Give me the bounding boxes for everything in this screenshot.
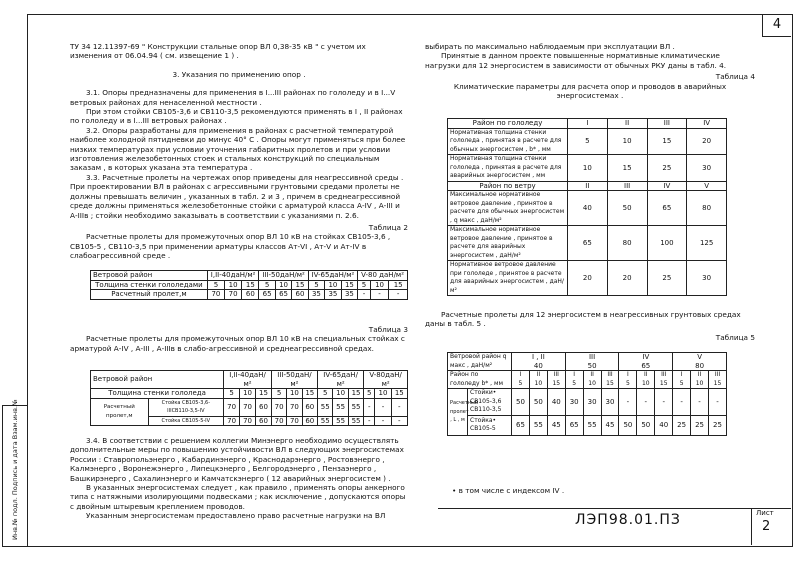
para-3-4-block	[70, 436, 408, 521]
t5-cell: -	[637, 389, 655, 416]
t4-cell: 20	[607, 261, 647, 296]
t4-cell: 80	[607, 226, 647, 261]
t4-ice-col: III	[647, 119, 687, 129]
t3-cell: 70	[224, 416, 240, 426]
right-column	[425, 42, 755, 100]
t3-cell: 15	[302, 389, 317, 399]
t4-ice-col: IV	[687, 119, 727, 129]
t3-cell: 55	[317, 416, 332, 426]
t4-cell: 30	[687, 261, 727, 296]
right-para-1: выбирать по максимально наблюдаемым при эксплуатации ВЛ .	[425, 42, 675, 51]
t5-group: III 50	[565, 353, 619, 371]
t4-cell: 65	[647, 191, 687, 226]
t3-cell: -	[364, 398, 375, 416]
t2-cell: 65	[275, 290, 291, 300]
t5-cell: I 5	[565, 371, 583, 389]
t2-cell: 5	[207, 280, 224, 290]
side-stamp	[2, 399, 28, 547]
t3-cell: 5	[364, 389, 375, 399]
t5-cell: 50	[619, 415, 637, 435]
t5-cell: III 15	[547, 371, 565, 389]
t4-wind-col: V	[687, 181, 727, 191]
t5-row1-label: Район по гололеду b* , мм	[448, 371, 512, 389]
t3-cell: 60	[302, 416, 317, 426]
t2-cell: 10	[225, 280, 242, 290]
t2-cell: 65	[259, 290, 275, 300]
t5-group: V 80	[673, 353, 727, 371]
t4-cell: 25	[647, 155, 687, 182]
table-2-label: Таблица 2	[368, 222, 408, 232]
t2-cell: 60	[292, 290, 308, 300]
t5-cell: 50	[512, 389, 530, 416]
t3-row3-sub: Стойка СВ105-5-IV	[148, 416, 224, 426]
t3-header-0: Ветровой район	[91, 371, 224, 389]
t4-ice-header: Район по гололеду	[448, 119, 568, 129]
t2-cell: 5	[358, 280, 371, 290]
para-3-1: 3.1. Опоры предназначены для применения в I...III районах по гололеду и в I...V ветровых районах для ненаселенной местности .	[70, 88, 396, 107]
para-3-4b: В указанных энергосистемах следует , как правило , применять опоры анкерного типа с натяжными изолирующими подвесками ; как исключение , допускаются опоры с двойным штыревым креплением проводов.	[70, 483, 406, 511]
t2-header-1: I,II-40даН/м²	[207, 271, 259, 281]
t2-cell: 5	[259, 280, 275, 290]
t5-cell: 45	[547, 415, 565, 435]
t3-cell: 60	[255, 398, 271, 416]
t2-cell: 15	[341, 280, 358, 290]
t5-cell: 25	[673, 415, 691, 435]
t2-cell: 15	[242, 280, 259, 290]
t2-cell: 60	[242, 290, 259, 300]
sheet-label: Лист	[756, 509, 774, 517]
t3-cell: 70	[271, 398, 286, 416]
t5-rowhead: Расчетный пролет , L , м	[448, 389, 468, 436]
t3-cell: 55	[333, 398, 348, 416]
table-2	[90, 270, 408, 300]
table-2-caption: Расчетные пролеты для промежуточных опор ВЛ 10 кВ на стойках СВ105-3,6 , СВ105-5 , СВ110-3,5 при применении арматуры классов Ат-VI , Ат-V и Ат-IV в слабоагрессивной среде .	[70, 232, 391, 261]
t4-ice-row1-label: Нормативная толщина стенки гололеда , принятая в расчете для обычных энергосистем , b* , мм	[448, 128, 568, 155]
t3-cell: 70	[240, 416, 256, 426]
t3-cell: -	[391, 398, 407, 416]
t5-cell: II 10	[691, 371, 709, 389]
t4-cell: 25	[647, 261, 687, 296]
t5-cell: 30	[583, 389, 601, 416]
t3-cell: 55	[348, 416, 363, 426]
right-para-2: Принятые в данном проекте повышенные нормативные климатические нагрузки для 12 энергосистем в зависимости от обычных РКУ даны в табл. 4.	[425, 51, 727, 70]
para-3-1b: При этом стойки СВ105-3,6 и СВ110-3,5 рекомендуются применять в I , II районах по гололеду и в I...III ветровых районах .	[70, 107, 403, 126]
t5-cell: III 15	[655, 371, 673, 389]
t5-cell: -	[655, 389, 673, 416]
para-3-4: 3.4. В соответствии с решением коллегии Минэнерго необходимо осуществлять дополнительные меры по повышению устойчивости ВЛ в следующих энергосистемах России : Ставропольэнерго , Кабардинэнерго , Краснодарэнерго , Ростовэнерго , Калмэнерго , Воронежэнерго , Липецкэнерго , Белгородэнерго , Пензаэнерго , Башкирэнерго , Сахалинэнерго и Камчатскэнерго ( 12 аварийных энергосистем ) .	[70, 436, 404, 483]
t3-cell: 15	[348, 389, 363, 399]
t3-row1-label: Толщина стенки гололеда	[91, 389, 224, 399]
t2-cell: 15	[292, 280, 308, 290]
t4-wind-row2-label: Максимальное нормативное ветровое давление , принятое в расчете для аварийных энергосистем , даН/м²	[448, 226, 568, 261]
t5-cell: 55	[529, 415, 547, 435]
t2-cell: 15	[389, 280, 408, 290]
t3-cell: 10	[240, 389, 256, 399]
t5-cell: 65	[565, 415, 583, 435]
t4-ice-col: I	[568, 119, 608, 129]
t5-cell: II 10	[529, 371, 547, 389]
t4-cell: 40	[568, 191, 608, 226]
t2-cell: -	[370, 290, 389, 300]
t4-cell: 10	[607, 128, 647, 155]
table-5	[447, 352, 727, 436]
t5-group: IV 65	[619, 353, 673, 371]
t3-cell: 5	[224, 389, 240, 399]
t3-cell: 10	[333, 389, 348, 399]
table-5-note: • в том числе с индексом IV .	[452, 486, 565, 495]
table-3-caption: Расчетные пролеты для промежуточных опор ВЛ 10 кВ на специальных стойках с арматурой А-IV , А-III , А-IIIв в слабо-агрессивной и среднеагрессивной средах.	[70, 334, 405, 353]
t4-cell: 50	[607, 191, 647, 226]
t2-cell: 10	[275, 280, 291, 290]
t2-cell: 70	[207, 290, 224, 300]
t5-cell: 30	[601, 389, 619, 416]
t3-header-2: III-50даН/м²	[271, 371, 317, 389]
t2-cell: 35	[341, 290, 358, 300]
t4-cell: 15	[647, 128, 687, 155]
t5-cell: 50	[529, 389, 547, 416]
t2-cell: -	[358, 290, 371, 300]
t2-cell: 5	[308, 280, 325, 290]
side-stamp-text: Инв.№ подл. Подпись и дата Взам.инв.№	[11, 399, 19, 540]
t5-cell: 25	[691, 415, 709, 435]
t3-rowhead: Расчетный пролет,м	[91, 398, 149, 426]
t3-header-3: IV-65даН/м²	[317, 371, 363, 389]
t3-cell: 15	[255, 389, 271, 399]
para-3-4c: Указанным энергосистемам предоставлено право расчетные нагрузки на ВЛ	[86, 511, 386, 521]
t5-cell: I 5	[619, 371, 637, 389]
t2-header-2: III-50даН/м²	[259, 271, 308, 281]
t5-cell: III 15	[601, 371, 619, 389]
t5-row3-sub: Стойка• СВ105-5	[468, 415, 512, 435]
t5-cell: III 15	[708, 371, 726, 389]
t4-cell: 20	[568, 261, 608, 296]
t4-cell: 5	[568, 128, 608, 155]
t2-cell: 35	[325, 290, 342, 300]
t4-wind-col: III	[607, 181, 647, 191]
table-4-label: Таблица 4	[715, 72, 755, 82]
para-3-2: 3.2. Опоры разработаны для применения в районах с расчетной температурой наиболее холодной пятидневки до минус 40° С . Опоры могут применяться при более низких температурах при условии уточнения габаритных пролетов и при условии изготовления железобетонных стоек и стальных конструкций по специальным заказам , в которых указана эта температура .	[70, 125, 406, 173]
table-5-intro	[425, 310, 755, 342]
t3-cell: 55	[317, 398, 332, 416]
t2-header-0: Ветровой район	[91, 271, 208, 281]
right-para-3: Расчетные пролеты для 12 энергосистем в неагрессивных грунтовых средах даны в табл. 5 .	[425, 310, 741, 329]
t5-cell: 45	[601, 415, 619, 435]
t5-cell: -	[673, 389, 691, 416]
t4-cell: 80	[687, 191, 727, 226]
t5-cell: 25	[708, 415, 726, 435]
intro-text: ТУ 34 12.11397-69 " Конструкции стальные опор ВЛ 0,38-35 кВ " с учетом их изменения от 06.04.94 ( см. извещение 1 ) .	[70, 42, 366, 61]
t5-row2-sub: Стойки• СВ105-3,6 СВ110-3,5	[468, 389, 512, 416]
t2-cell: 35	[308, 290, 325, 300]
t5-cell: 30	[565, 389, 583, 416]
t3-cell: -	[391, 416, 407, 426]
t4-wind-col: II	[568, 181, 608, 191]
t4-ice-col: II	[607, 119, 647, 129]
t2-cell: 10	[370, 280, 389, 290]
t3-row2-sub: Стойка СВ105-3,6-IIIСВ110-3,5-IV	[148, 398, 224, 416]
t3-header-1: I,II-40даН/м²	[224, 371, 272, 389]
t2-header-3: IV-65даН/м²	[308, 271, 358, 281]
t2-row1-label: Толщина стенки гололедами	[91, 280, 208, 290]
t5-cell: II 10	[583, 371, 601, 389]
t4-ice-row2-label: Нормативная толщина стенки гололеда , принятая в расчете для аварийных энергосистем , мм	[448, 155, 568, 182]
t3-cell: -	[375, 416, 391, 426]
t4-cell: 125	[687, 226, 727, 261]
t4-wind-col: IV	[647, 181, 687, 191]
t3-cell: 70	[240, 398, 256, 416]
t3-cell: 10	[375, 389, 391, 399]
t3-cell: -	[375, 398, 391, 416]
t2-row2-label: Расчетный пролет,м	[91, 290, 208, 300]
table-5-label: Таблица 5	[715, 332, 755, 342]
t5-cell: I 5	[512, 371, 530, 389]
t4-wind-row1-label: Максимальное нормативное ветровое давление , принятое в расчете для обычных энергосистем , q макс , даН/м²	[448, 191, 568, 226]
t3-cell: 70	[224, 398, 240, 416]
t5-cell: 50	[637, 415, 655, 435]
t5-cell: -	[708, 389, 726, 416]
t3-cell: 70	[271, 416, 286, 426]
t5-cell: 65	[512, 415, 530, 435]
document-code: ЛЭП98.01.ПЗ	[575, 512, 681, 528]
t3-cell: 5	[317, 389, 332, 399]
t2-cell: 10	[325, 280, 342, 290]
t3-cell: 10	[287, 389, 302, 399]
corner-number: 4	[762, 14, 791, 37]
t5-group: I , II 40	[512, 353, 566, 371]
t5-cell: 55	[583, 415, 601, 435]
t5-cell: -	[691, 389, 709, 416]
t4-cell: 30	[687, 155, 727, 182]
t3-header-4: V-80даН/м²	[364, 371, 408, 389]
t5-cell: II 10	[637, 371, 655, 389]
table-4-caption: Климатические параметры для расчета опор и проводов в аварийных энергосистемах .	[453, 81, 727, 101]
t4-cell: 65	[568, 226, 608, 261]
t3-cell: 15	[391, 389, 407, 399]
t4-cell: 20	[687, 128, 727, 155]
t4-cell: 10	[568, 155, 608, 182]
t3-cell: 70	[287, 416, 302, 426]
t5-cell: 40	[547, 389, 565, 416]
t3-cell: 60	[255, 416, 271, 426]
t3-cell: 55	[348, 398, 363, 416]
t3-cell: -	[364, 416, 375, 426]
t5-cell: I 5	[673, 371, 691, 389]
t4-cell: 15	[607, 155, 647, 182]
t3-cell: 60	[302, 398, 317, 416]
t5-header-0: Ветровой район q макс , даН/м²	[448, 353, 512, 371]
t3-cell: 5	[271, 389, 286, 399]
t5-cell: -	[619, 389, 637, 416]
table-3	[90, 370, 408, 426]
t4-wind-row3-label: Нормативное ветровое давление при гололеде , принятое в расчете для аварийных энергосистем , даН/м²	[448, 261, 568, 296]
sheet-number: 2	[762, 519, 771, 534]
table-3-header	[70, 325, 408, 353]
table-4	[447, 118, 727, 296]
t4-wind-header: Район по ветру	[448, 181, 568, 191]
t2-cell: 70	[225, 290, 242, 300]
t2-header-4: V-80 даН/м²	[358, 271, 408, 281]
para-3-3: 3.3. Расчетные пролеты на чертежах опор приведены для неагрессивной среды . При проектировании ВЛ в районах с агрессивными грунтовыми средами пролеты не должны превышать величин , указанных в табл. 2 и 3 , причем в среднеагрессивной среде должны применяться железобетонные стойки с арматурой класса А-IV , А-III и А-IIIв ; стойки необходимо заказывать в соответствии с указаниями п. 2.6.	[70, 172, 404, 220]
t3-cell: 70	[287, 398, 302, 416]
t2-cell: -	[389, 290, 408, 300]
table-3-label: Таблица 3	[368, 325, 408, 334]
t3-cell: 55	[333, 416, 348, 426]
t4-cell: 100	[647, 226, 687, 261]
left-column	[70, 42, 408, 261]
t5-cell: 40	[655, 415, 673, 435]
section-title: 3. Указания по применению опор .	[172, 69, 306, 79]
